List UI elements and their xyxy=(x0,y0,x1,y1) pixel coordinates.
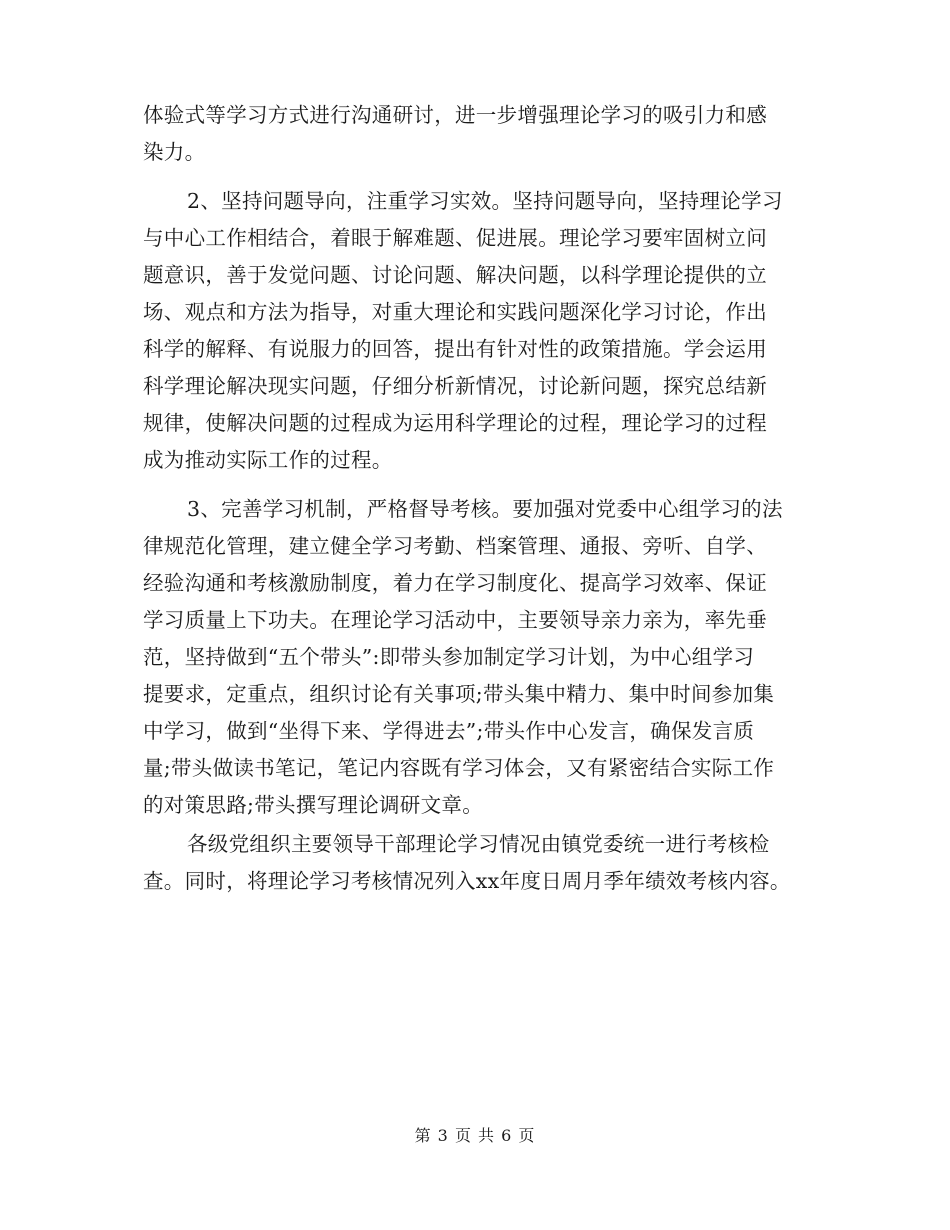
text-line: 3、完善学习机制，严格督导考核。要加强对党委中心组学习的法 xyxy=(187,497,783,521)
text-line: 量;带头做读书笔记，笔记内容既有学习体会，又有紧密结合实际工作 xyxy=(143,756,775,780)
text-line: 中学习，做到“坐得下来、学得进去”;带头作中心发言，确保发言质 xyxy=(143,719,755,743)
text-line: 题意识，善于发觉问题、讨论问题、解决问题，以科学理论提供的立 xyxy=(143,263,767,287)
text-line: 场、观点和方法为指导，对重大理论和实践问题深化学习讨论，作出 xyxy=(143,300,767,324)
text-line: 成为推动实际工作的过程。 xyxy=(143,448,393,472)
text-line: 各级党组织主要领导干部理论学习情况由镇党委统一进行考核检 xyxy=(187,832,770,856)
text-line: 体验式等学习方式进行沟通研讨，进一步增强理论学习的吸引力和感 xyxy=(143,103,767,127)
text-line: 律规范化管理，建立健全学习考勤、档案管理、通报、旁听、自学、 xyxy=(143,534,767,558)
text-line: 染力。 xyxy=(143,140,206,164)
text-line: 经验沟通和考核激励制度，着力在学习制度化、提高学习效率、保证 xyxy=(143,571,767,595)
text-line: 与中心工作相结合，着眼于解难题、促进展。理论学习要牢固树立问 xyxy=(143,226,767,250)
text-line: 的对策思路;带头撰写理论调研文章。 xyxy=(143,793,484,817)
text-line: 科学的解释、有说服力的回答，提出有针对性的政策措施。学会运用 xyxy=(143,337,767,361)
text-line: 提要求，定重点，组织讨论有关事项;带头集中精力、集中时间参加集 xyxy=(143,682,775,706)
text-line: 2、坚持问题导向，注重学习实效。坚持问题导向，坚持理论学习 xyxy=(187,189,783,213)
page-number: 第 3 页 共 6 页 xyxy=(414,1126,536,1145)
text-line: 科学理论解决现实问题，仔细分析新情况，讨论新问题，探究总结新 xyxy=(143,374,767,398)
text-line: 查。同时，将理论学习考核情况列入xx年度日周月季年绩效考核内容。 xyxy=(143,869,791,893)
text-line: 范，坚持做到“五个带头”:即带头参加制定学习计划，为中心组学习 xyxy=(143,645,755,669)
text-line: 学习质量上下功夫。在理论学习活动中，主要领导亲力亲为，率先垂 xyxy=(143,608,767,632)
text-line: 规律，使解决问题的过程成为运用科学理论的过程，理论学习的过程 xyxy=(143,411,767,435)
